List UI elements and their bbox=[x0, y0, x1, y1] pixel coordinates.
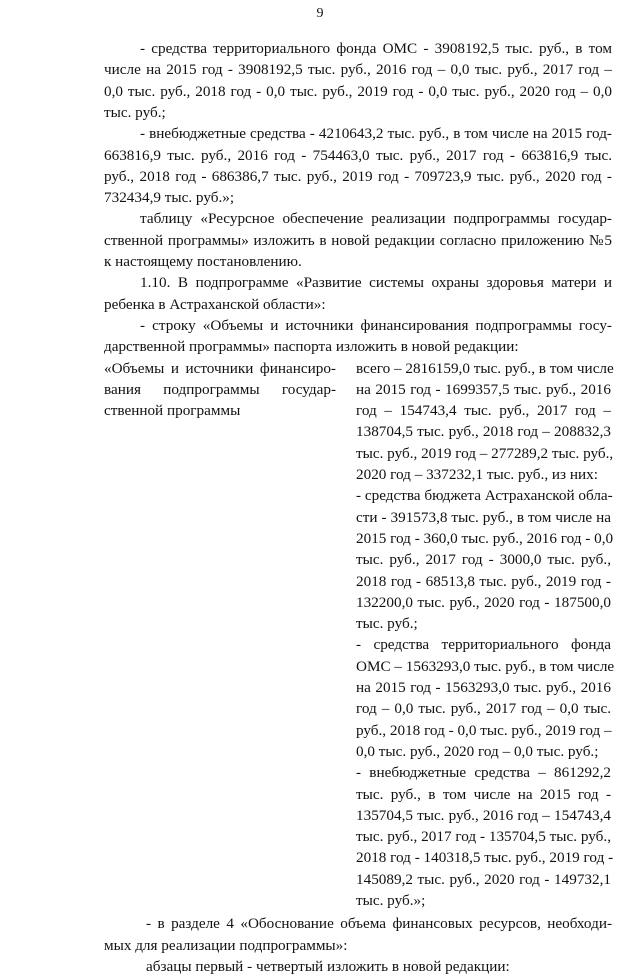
text-line: ственной программы» изложить в новой редакции согласно приложению №5 bbox=[104, 231, 612, 249]
page-number: 9 bbox=[316, 6, 324, 21]
text-line: числе на 2015 год - 3908192,5 тыс. руб., 2016 год – 0,0 тыс. руб., 2017 год – bbox=[104, 61, 612, 79]
text-line: - внебюджетные средства - 4210643,2 тыс. руб., в том числе на 2015 год- bbox=[140, 125, 612, 143]
text-line: руб., 2018 год - 686386,7 тыс. руб., 2019 год - 709723,9 тыс. руб., 2020 год - bbox=[104, 167, 612, 185]
table-label: вания подпрограммы государ- bbox=[104, 380, 336, 398]
section-heading: ребенка в Астраханской области»: bbox=[104, 295, 326, 313]
text-line: таблицу «Ресурсное обеспечение реализации подпрограммы государ- bbox=[140, 210, 612, 228]
table-label: «Объемы и источники финансиро- bbox=[104, 359, 336, 377]
table-value-line: тыс. руб.; bbox=[356, 615, 418, 633]
text-line: тыс. руб.; bbox=[104, 103, 166, 121]
table-value-line: - средства бюджета Астраханской обла- bbox=[356, 487, 613, 505]
text-line: абзацы первый - четвертый изложить в новой редакции: bbox=[146, 957, 510, 975]
table-value-line: на 2015 год - 1699357,5 тыс. руб., 2016 bbox=[356, 380, 611, 398]
table-value-line: сти - 391573,8 тыс. руб., в том числе на bbox=[356, 508, 611, 526]
table-value-line: тыс. руб.»; bbox=[356, 892, 426, 909]
table-label: ственной программы bbox=[104, 402, 241, 420]
table-value-line: тыс. руб., 2017 год - 135704,5 тыс. руб., bbox=[356, 828, 611, 846]
table-value-line: на 2015 год - 1563293,0 тыс. руб., 2016 bbox=[356, 679, 611, 696]
table-value-line: 2015 год - 360,0 тыс. руб., 2016 год - 0,0 bbox=[356, 529, 614, 547]
table-value-line: год – 0,0 тыс. руб., 2017 год – 0,0 тыс. bbox=[356, 700, 611, 718]
table-value-line: 135704,5 тыс. руб., 2016 год – 154743,4 bbox=[356, 806, 611, 824]
text-line: - средства территориального фонда ОМС - 3908192,5 тыс. руб., в том bbox=[140, 40, 612, 57]
table-value-line: 2020 год – 337232,1 тыс. руб., из них: bbox=[356, 466, 598, 483]
table-value-line: тыс. руб., 2019 год – 277289,2 тыс. руб., bbox=[356, 444, 614, 462]
table-value-line: 0,0 тыс. руб., 2020 год – 0,0 тыс. руб.; bbox=[356, 742, 599, 760]
table-value-line: тыс. руб., в том числе на 2015 год - bbox=[356, 785, 611, 803]
table-value-line: - средства территориального фонда bbox=[356, 636, 611, 654]
table-value-line: всего – 2816159,0 тыс. руб., в том числе bbox=[356, 359, 614, 377]
text-line: - строку «Объемы и источники финансирования подпрограммы госу- bbox=[140, 316, 612, 334]
table-value-line: 138704,5 тыс. руб., 2018 год – 208832,3 bbox=[356, 423, 611, 441]
table-value-line: 145089,2 тыс. руб., 2020 год - 149732,1 bbox=[356, 870, 611, 888]
table-value-line: ОМС – 1563293,0 тыс. руб., в том числе bbox=[356, 657, 615, 675]
table-value-line: год – 154743,4 тыс. руб., 2017 год – bbox=[356, 402, 611, 420]
table-value-line: 132200,0 тыс. руб., 2020 год - 187500,0 bbox=[356, 593, 611, 611]
text-line: мых для реализации подпрограммы»: bbox=[104, 936, 348, 954]
text-line: 732434,9 тыс. руб.»; bbox=[104, 189, 235, 207]
table-value-line: руб., 2018 год - 0,0 тыс. руб., 2019 год – bbox=[356, 721, 612, 739]
section-heading: 1.10. В подпрограмме «Развитие системы охраны здоровья матери и bbox=[140, 274, 612, 292]
table-value-line: 2018 год - 140318,5 тыс. руб., 2019 год - bbox=[356, 849, 614, 867]
table-value-line: тыс. руб., 2017 год - 3000,0 тыс. руб., bbox=[356, 551, 611, 569]
text-line: к настоящему постановлению. bbox=[104, 253, 302, 270]
table-value-line: 2018 год - 68513,8 тыс. руб., 2019 год - bbox=[356, 572, 611, 590]
text-line: 663816,9 тыс. руб., 2016 год - 754463,0 тыс. руб., 2017 год - 663816,9 тыс. bbox=[104, 146, 612, 164]
text-line: - в разделе 4 «Обоснование объема финансовых ресурсов, необходи- bbox=[146, 915, 612, 933]
text-line: 0,0 тыс. руб., 2018 год - 0,0 тыс. руб., 2019 год - 0,0 тыс. руб., 2020 год – 0,0 bbox=[104, 82, 612, 100]
text-line: дарственной программы» паспорта изложить в новой редакции: bbox=[104, 338, 519, 356]
table-value-line: - внебюджетные средства – 861292,2 bbox=[356, 764, 611, 782]
